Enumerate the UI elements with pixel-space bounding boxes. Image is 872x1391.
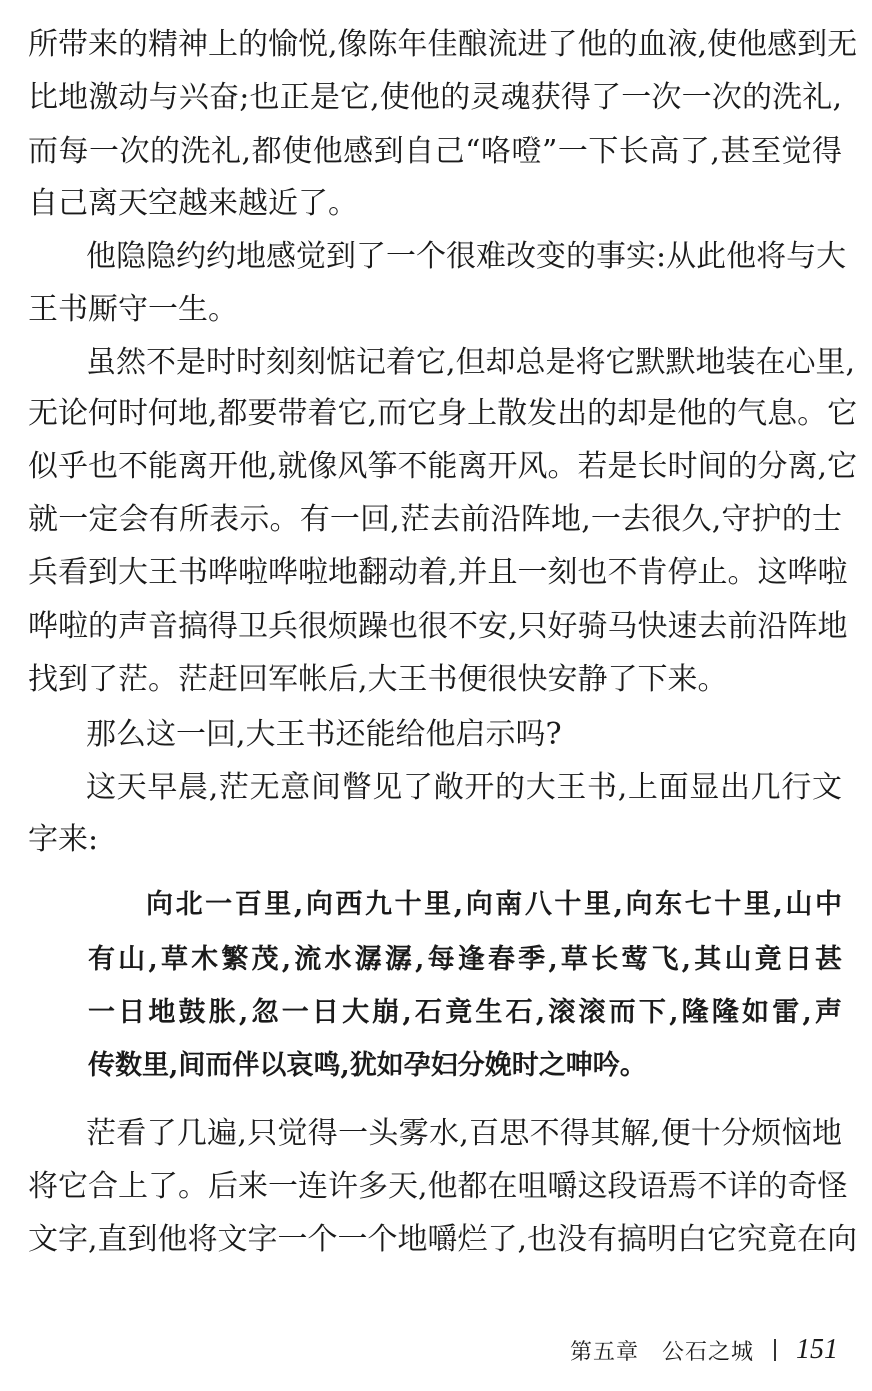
text-line: 兵看到大王书哗啦哗啦地翻动着,并且一刻也不肯停止。这哗啦 xyxy=(28,555,848,590)
text-line: 找到了茫。茫赶回军帐后,大王书便很快安静了下来。 xyxy=(28,662,728,697)
text-line: 他隐隐约约地感觉到了一个很难改变的事实:从此他将与大 xyxy=(86,239,847,274)
text-line: 那么这一回,大王书还能给他启示吗? xyxy=(86,717,562,752)
text-line: 哗啦的声音搞得卫兵很烦躁也很不安,只好骑马快速去前沿阵地 xyxy=(28,609,848,644)
text-line: 茫看了几遍,只觉得一头雾水,百思不得其解,便十分烦恼地 xyxy=(86,1116,842,1151)
text-line: 虽然不是时时刻刻惦记着它,但却总是将它默默地装在心里, xyxy=(86,345,856,380)
page-number: 151 xyxy=(796,1334,838,1365)
chapter-title: 第五章 公石之城 xyxy=(569,1339,754,1365)
text-line: 比地激动与兴奋;也正是它,使他的灵魂获得了一次一次的洗礼, xyxy=(28,80,842,115)
text-line: 所带来的精神上的愉悦,像陈年佳酿流进了他的血液,使他感到无 xyxy=(28,27,858,62)
text-line: 王书厮守一生。 xyxy=(28,292,238,327)
quote-line: 向北一百里,向西九十里,向南八十里,向东七十里,山中 xyxy=(146,889,842,920)
text-line: 无论何时何地,都要带着它,而它身上散发出的却是他的气息。它 xyxy=(28,396,858,431)
text-line: 字来: xyxy=(28,822,99,857)
footer-divider xyxy=(774,1339,776,1361)
text-line: 文字,直到他将文字一个一个地嚼烂了,也没有搞明白它究竟在向 xyxy=(28,1222,858,1257)
text-line: 就一定会有所表示。有一回,茫去前沿阵地,一去很久,守护的士 xyxy=(28,502,842,537)
text-line: 似乎也不能离开他,就像风筝不能离开风。若是长时间的分离,它 xyxy=(28,449,858,484)
text-line: 自己离天空越来越近了。 xyxy=(28,186,358,221)
text-line: 这天早晨,茫无意间瞥见了敞开的大王书,上面显出几行文 xyxy=(86,770,842,805)
quote-line: 有山,草木繁茂,流水潺潺,每逢春季,草长莺飞,其山竟日甚 xyxy=(88,944,842,975)
quote-line: 一日地鼓胀,忽一日大崩,石竟生石,滚滚而下,隆隆如雷,声 xyxy=(88,997,842,1028)
page-footer xyxy=(570,1334,838,1366)
text-line: 而每一次的洗礼,都使他感到自己“咯噔”一下长高了,甚至觉得 xyxy=(28,134,842,169)
text-line: 将它合上了。后来一连许多天,他都在咀嚼这段语焉不详的奇怪 xyxy=(28,1169,848,1204)
quote-line: 传数里,间而伴以哀鸣,犹如孕妇分娩时之呻吟。 xyxy=(88,1050,647,1081)
